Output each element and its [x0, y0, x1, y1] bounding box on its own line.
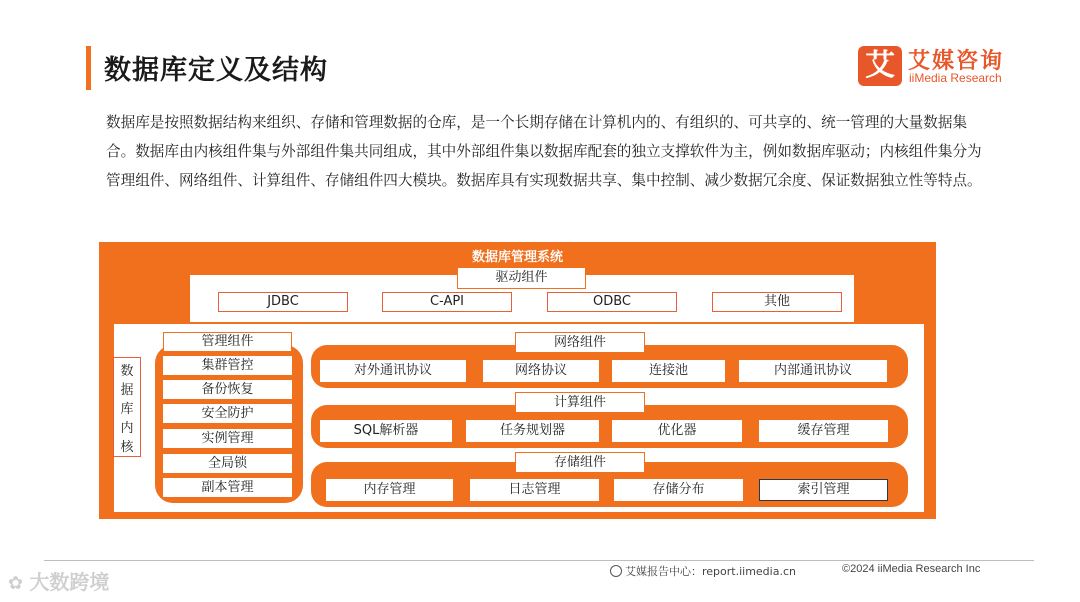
management-item: 副本管理	[163, 478, 292, 497]
footer-source	[610, 563, 796, 579]
compute-item: SQL解析器	[320, 420, 452, 442]
kernel-char: 内	[120, 421, 134, 436]
logo-mark-icon: 艾	[858, 46, 902, 86]
page-title: 数据库定义及结构	[104, 55, 328, 86]
management-item: 全局锁	[163, 454, 292, 473]
title-accent-bar	[86, 46, 91, 90]
dbms-title: 数据库管理系统	[471, 250, 563, 265]
network-item: 连接池	[612, 360, 725, 382]
storage-component-label: 存储组件	[515, 452, 645, 473]
network-item: 对外通讯协议	[320, 360, 466, 382]
kernel-side-label	[113, 357, 141, 457]
driver-item-jdbc: JDBC	[218, 292, 348, 312]
compute-item: 优化器	[612, 420, 742, 442]
kernel-char: 据	[120, 383, 134, 398]
storage-item: 内存管理	[326, 479, 453, 501]
kernel-char: 核	[120, 440, 134, 455]
kernel-char: 数	[120, 364, 134, 379]
footer-divider	[44, 560, 1034, 561]
driver-item-other: 其他	[712, 292, 842, 312]
chat-bubble-icon: ✿	[8, 573, 30, 594]
compute-item: 任务规划器	[466, 420, 599, 442]
watermark-text: 大数跨境	[29, 570, 110, 594]
intro-paragraph: 数据库是按照数据结构来组织、存储和管理数据的仓库，是一个长期存储在计算机内的、有组织的、可共享的、统一管理的大量数据集合。数据库由内核组件集与外部组件集共同组成，其中外部组件集以数据库配套的独立支撑软件为主，例如数据库驱动；内核组件集分为管理组件、网络组件、计算组件、存储组件四大模块。数据库具有实现数据共享、集中控制、减少数据冗余度、保证数据独立性等特点。	[106, 114, 982, 189]
footer-copyright: ©2024 iiMedia Research Inc	[842, 563, 981, 575]
management-item: 备份恢复	[163, 380, 292, 399]
storage-item: 索引管理	[759, 479, 888, 501]
driver-item-odbc: ODBC	[547, 292, 677, 312]
footer-source-text: 艾媒报告中心：report.iimedia.cn	[625, 565, 796, 578]
driver-item-capi: C-API	[382, 292, 512, 312]
logo-chinese-name: 艾媒咨询	[908, 49, 1005, 74]
storage-item: 日志管理	[470, 479, 599, 501]
driver-component-label: 驱动组件	[457, 267, 586, 289]
network-item: 网络协议	[483, 360, 599, 382]
iimedia-logo	[858, 46, 1018, 88]
management-item: 实例管理	[163, 429, 292, 448]
kernel-char: 库	[120, 402, 134, 417]
management-item: 集群管控	[163, 356, 292, 375]
network-item: 内部通讯协议	[739, 360, 887, 382]
globe-icon	[610, 565, 622, 577]
storage-item: 存储分布	[614, 479, 743, 501]
management-component-label: 管理组件	[163, 332, 292, 352]
network-component-label: 网络组件	[515, 332, 645, 353]
compute-item: 缓存管理	[759, 420, 888, 442]
logo-english-name: iiMedia Research	[909, 71, 1002, 85]
compute-component-label: 计算组件	[515, 392, 645, 413]
watermark	[8, 566, 109, 595]
management-item: 安全防护	[163, 404, 292, 423]
